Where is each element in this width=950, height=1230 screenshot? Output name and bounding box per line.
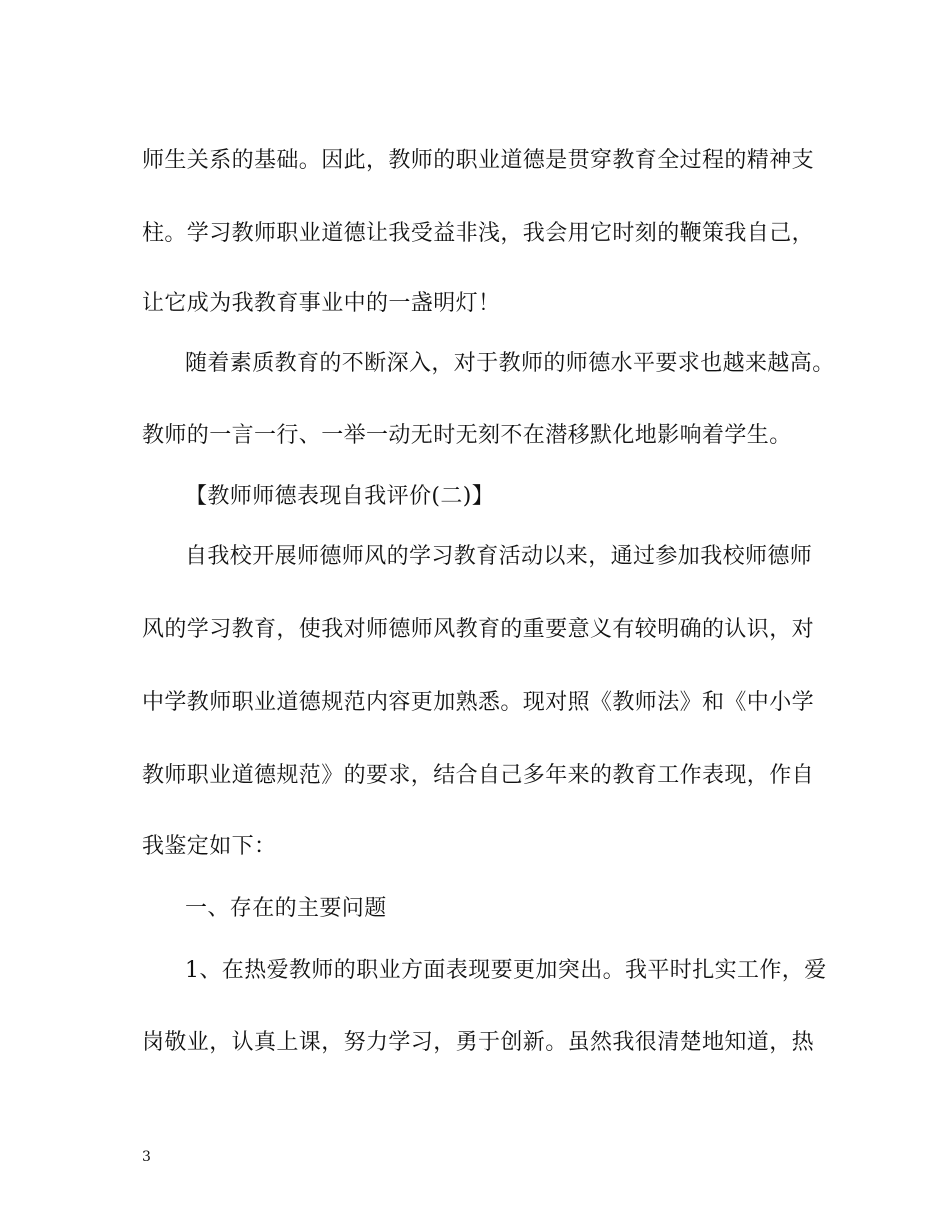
paragraph-line: 我鉴定如下： — [142, 834, 277, 859]
paragraph-line: 师生关系的基础。因此，教师的职业道德是贯穿教育全过程的精神支 — [142, 148, 815, 173]
paragraph-line: 风的学习教育，使我对师德师风教育的重要意义有较明确的认识，对 — [142, 617, 815, 642]
paragraph-line: 柱。学习教师职业道德让我受益非浅，我会用它时刻的鞭策我自己， — [142, 221, 815, 246]
paragraph-line: 教师的一言一行、一举一动无时无刻不在潜移默化地影响着学生。 — [142, 423, 792, 448]
paragraph-line: 中学教师职业道德规范内容更加熟悉。现对照《教师法》和《中小学 — [142, 690, 815, 715]
page-number: 3 — [142, 1149, 151, 1165]
subsection-heading: 一、存在的主要问题 — [185, 896, 387, 921]
paragraph-line: 自我校开展师德师风的学习教育活动以来，通过参加我校师德师 — [185, 544, 813, 569]
section-heading: 【教师师德表现自我评价(二)】 — [185, 484, 495, 509]
paragraph-line: 教师职业道德规范》的要求，结合自己多年来的教育工作表现，作自 — [142, 763, 815, 788]
paragraph-line: 1、在热爱教师的职业方面表现要更加突出。我平时扎实工作，爱 — [185, 958, 827, 983]
paragraph-line: 让它成为我教育事业中的一盏明灯！ — [142, 291, 501, 316]
paragraph-line: 随着素质教育的不断深入，对于教师的师德水平要求也越来越高。 — [185, 351, 835, 376]
paragraph-line: 岗敬业，认真上课，努力学习，勇于创新。虽然我很清楚地知道，热 — [142, 1030, 815, 1055]
